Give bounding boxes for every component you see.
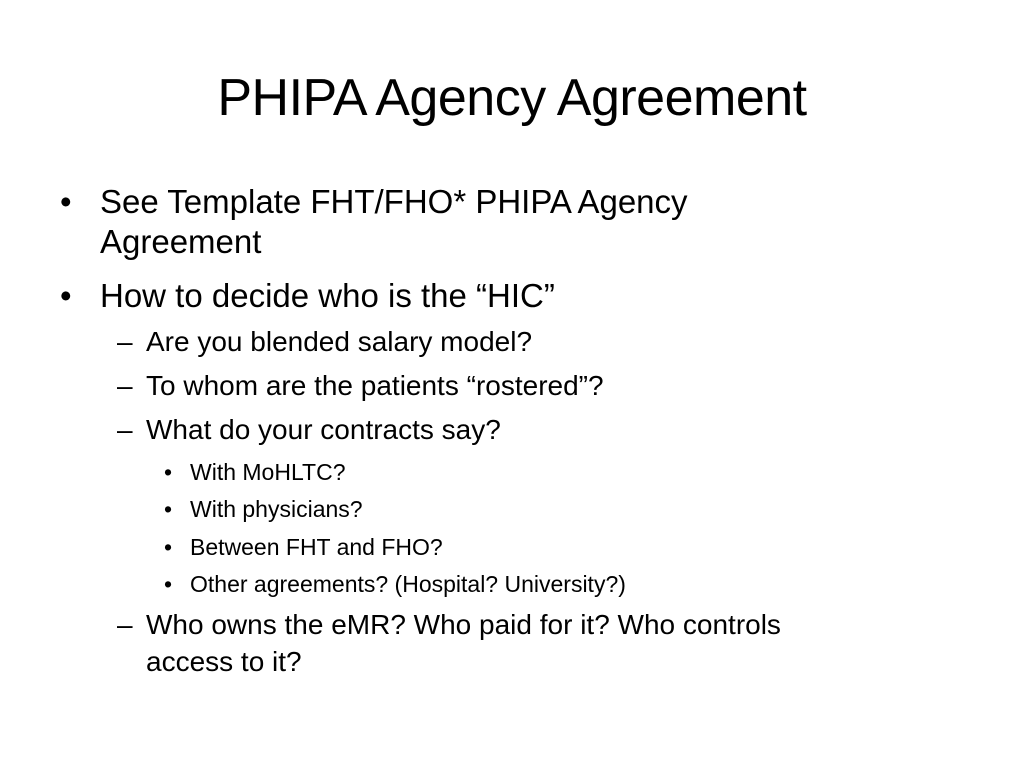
sub-bullet-text: access to it?: [146, 646, 302, 677]
dash-icon: –: [117, 609, 133, 640]
sub-bullet-text: Who owns the eMR? Who paid for it? Who controls: [146, 609, 781, 640]
bullet-icon: •: [164, 459, 173, 485]
bullet-text: How to decide who is the “HIC”: [100, 277, 555, 314]
sub-bullet-text: Are you blended salary model?: [146, 326, 533, 357]
bullet-icon: •: [164, 534, 173, 560]
sub-bullet-text: To whom are the patients “rostered”?: [146, 370, 604, 401]
dash-icon: –: [117, 326, 133, 357]
sub-bullet-text: What do your contracts say?: [146, 414, 501, 445]
bullet-text: Agreement: [100, 223, 262, 260]
bullet-text: See Template FHT/FHO* PHIPA Agency: [100, 183, 688, 220]
slide-title: PHIPA Agency Agreement: [217, 69, 807, 127]
bullet-icon: •: [60, 277, 72, 314]
bullet-icon: •: [60, 183, 72, 220]
sub-sub-bullet-text: Between FHT and FHO?: [190, 534, 443, 560]
bullet-icon: •: [164, 571, 173, 597]
sub-sub-bullet-text: With physicians?: [190, 496, 363, 522]
dash-icon: –: [117, 414, 133, 445]
dash-icon: –: [117, 370, 133, 401]
sub-sub-bullet-text: With MoHLTC?: [190, 459, 346, 485]
sub-sub-bullet-text: Other agreements? (Hospital? University?): [190, 571, 626, 597]
bullet-icon: •: [164, 496, 173, 522]
